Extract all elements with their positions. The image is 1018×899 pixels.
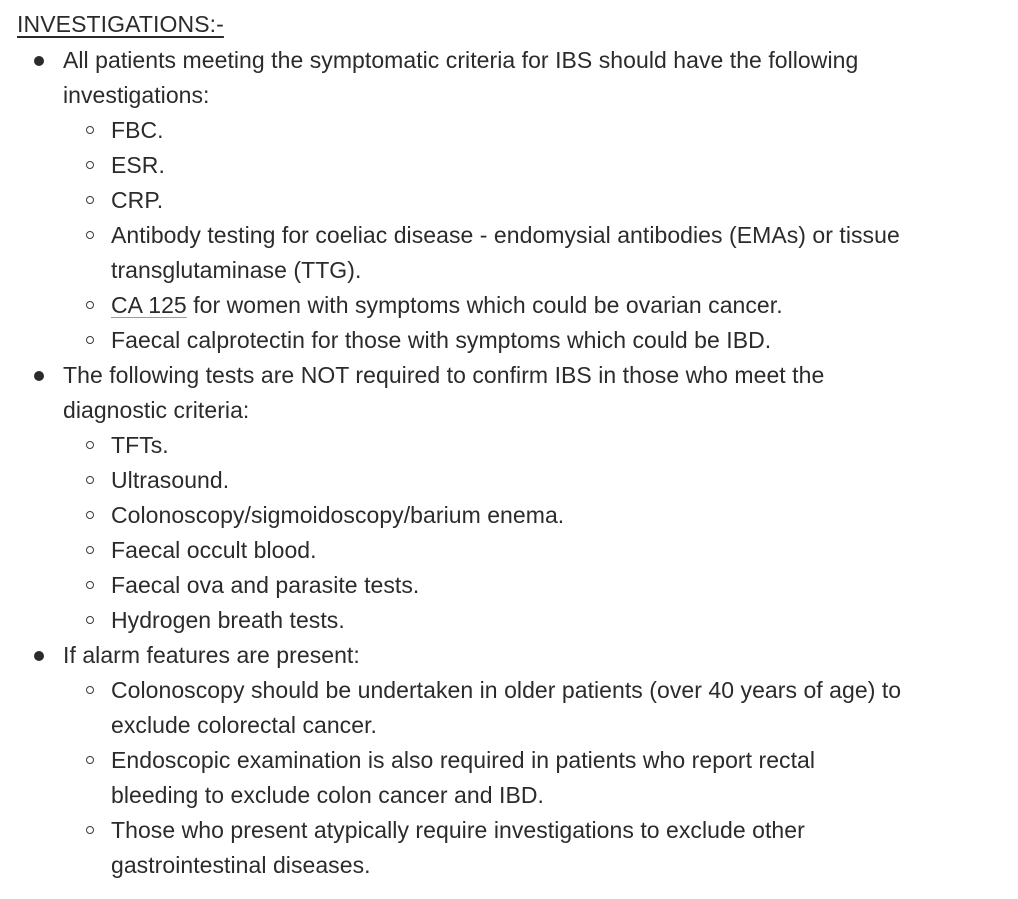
sub-bullet-text-line: gastrointestinal diseases. [111,852,371,878]
sub-bullet-text-line: Faecal occult blood. [111,537,317,563]
bullet-dot-icon [34,56,44,66]
sub-bullet-text-line: Hydrogen breath tests. [111,607,345,633]
sub-bullet-text-line: Colonoscopy should be undertaken in older patients (over 40 years of age) to [111,677,902,703]
section-heading: INVESTIGATIONS:- [17,11,224,37]
bullet-dot-icon [34,371,44,381]
sub-bullet-text-line: Colonoscopy/sigmoidoscopy/barium enema. [111,502,565,528]
sub-bullet-text-line: Those who present atypically require investigations to exclude other [111,817,805,843]
bullet-circle-icon [86,686,94,694]
sub-bullet-text-line: CRP. [111,187,164,213]
sub-bullet-text-line: FBC. [111,117,164,143]
bullet-circle-icon [86,231,94,239]
sub-bullet-text-line: Antibody testing for coeliac disease - endomysial antibodies (EMAs) or tissue [111,222,900,248]
sub-bullet-text-line: Faecal ova and parasite tests. [111,572,420,598]
bullet-circle-icon [86,511,94,519]
sub-bullet-text: for women with symptoms which could be ovarian cancer. [186,292,783,318]
bullet-circle-icon [86,196,94,204]
sub-bullet-text-line [111,290,783,320]
bullet-text-line: The following tests are NOT required to confirm IBS in those who meet the [63,362,825,388]
bullet-circle-icon [86,441,94,449]
bullet-circle-icon [86,756,94,764]
sub-bullet-text-line: TFTs. [111,432,169,458]
bullet-circle-icon [86,476,94,484]
sub-bullet-text-line: transglutaminase (TTG). [111,257,362,283]
bullet-text-line: All patients meeting the symptomatic criteria for IBS should have the following [63,47,859,73]
sub-bullet-text-line: Ultrasound. [111,467,230,493]
sub-bullet-text-line: Endoscopic examination is also required in patients who report rectal [111,747,816,773]
sub-bullet-text-line: Faecal calprotectin for those with symptoms which could be IBD. [111,327,772,353]
bullet-circle-icon [86,546,94,554]
sub-bullet-text-line: exclude colorectal cancer. [111,712,377,738]
bullet-circle-icon [86,161,94,169]
bullet-text-line: If alarm features are present: [63,642,360,668]
bullet-text-line: diagnostic criteria: [63,397,250,423]
ca125-link[interactable]: CA 125 [111,292,187,318]
bullet-circle-icon [86,581,94,589]
bullet-circle-icon [86,826,94,834]
bullet-text-line: investigations: [63,82,210,108]
bullet-circle-icon [86,616,94,624]
sub-bullet-text-line: bleeding to exclude colon cancer and IBD. [111,782,544,808]
bullet-dot-icon [34,651,44,661]
bullet-circle-icon [86,301,94,309]
bullet-circle-icon [86,336,94,344]
bullet-circle-icon [86,126,94,134]
sub-bullet-text-line: ESR. [111,152,165,178]
